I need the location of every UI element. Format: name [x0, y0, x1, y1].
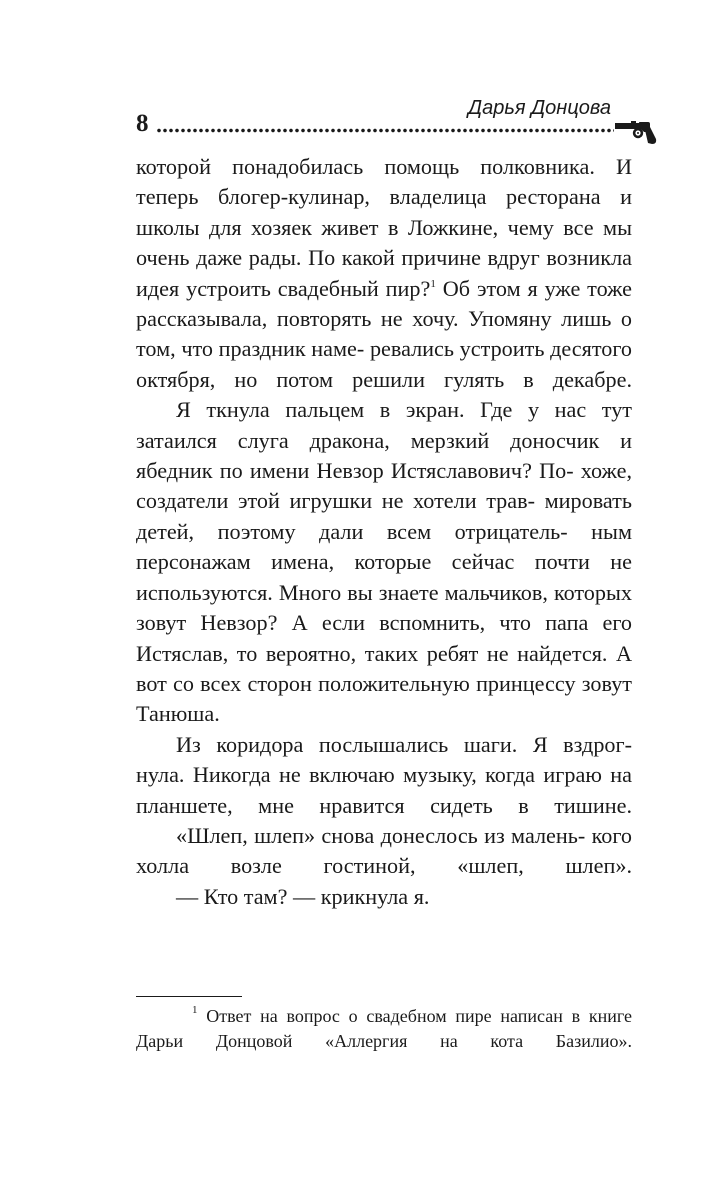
dialogue-line: [136, 882, 632, 912]
text-line: И теперь блогер-кулинар, владелица ресторана: [136, 154, 633, 210]
dotted-leader: [156, 128, 614, 133]
text-line: найдется. А вот со всех сторон положительную: [136, 640, 633, 696]
footnote-line: в книге Дарьи Донцовой «Аллергия на кота Базилио».: [136, 1006, 632, 1051]
text-line: и школы для хозяек живет в Ложкине, чему все: [136, 184, 632, 240]
text-line: принцессу зовут Танюша.: [136, 670, 632, 727]
text-line: и ябедник по имени Невзор Истяславович? По-: [136, 427, 633, 484]
text-line: Из коридора послышались шаги. Я вздрог-: [176, 731, 632, 757]
text-line: на планшете, мне нравится сидеть в тишине.: [136, 762, 632, 818]
paragraph: [136, 730, 632, 821]
text-line: Об: [435, 275, 471, 301]
text-line: возникла идея устроить свадебный пир?: [136, 245, 633, 301]
text-line: нула. Никогда не включаю музыку, когда играю: [136, 762, 602, 788]
footnote-separator: [136, 996, 242, 997]
revolver-icon: [615, 119, 657, 147]
footnote-marker: 1: [192, 1004, 198, 1016]
text-line: хоже, создатели этой игрушки не хотели трав-: [136, 458, 632, 514]
text-line: — Кто там? — крикнула я.: [176, 883, 430, 909]
text-line: папа его Истяслав, то вероятно, таких ребят не: [136, 610, 633, 666]
text-line: ным персонажам имена, которые сейчас почти: [136, 518, 632, 575]
text-line: которых зовут Невзор? А если вспомнить, что: [136, 579, 632, 636]
footnote-reference: 1: [430, 277, 436, 290]
text-line: ревались устроить десятого октября, но потом: [136, 336, 632, 392]
footnote-line: Ответ на вопрос о свадебном пире написан: [197, 1006, 563, 1026]
text-line: не используются. Много вы знаете мальчиков,: [136, 549, 633, 605]
text-line: затаился слуга дракона, мерзкий доносчик: [136, 427, 600, 453]
text-line: хочу. Упомяну лишь о том, что праздник наме-: [136, 306, 632, 362]
paragraph: [136, 821, 632, 882]
text-line: этом я уже тоже рассказывала, повторять не: [136, 275, 633, 332]
text-line: мы очень даже рады. По какой причине вдруг: [136, 214, 632, 271]
main-text: [136, 152, 632, 912]
text-line: кого холла возле гостиной, «шлеп, шлеп».: [136, 822, 633, 879]
text-line: мировать детей, поэтому дали всем отрицатель-: [136, 488, 632, 544]
footnote: [136, 1004, 632, 1054]
paragraph: [136, 395, 632, 729]
text-line: которой понадобилась помощь полковника.: [136, 154, 595, 179]
paragraph: [136, 152, 632, 395]
text-line: Я ткнула пальцем в экран. Где у нас тут: [176, 397, 632, 423]
text-line: «Шлеп, шлеп» снова донеслось из малень-: [176, 822, 586, 848]
footnote-text: [136, 1004, 632, 1054]
running-header: [0, 0, 715, 150]
running-title-author: Дарья Донцова: [468, 97, 611, 119]
page-number: 8: [136, 110, 149, 137]
text-line: решили гулять в декабре.: [352, 366, 632, 392]
